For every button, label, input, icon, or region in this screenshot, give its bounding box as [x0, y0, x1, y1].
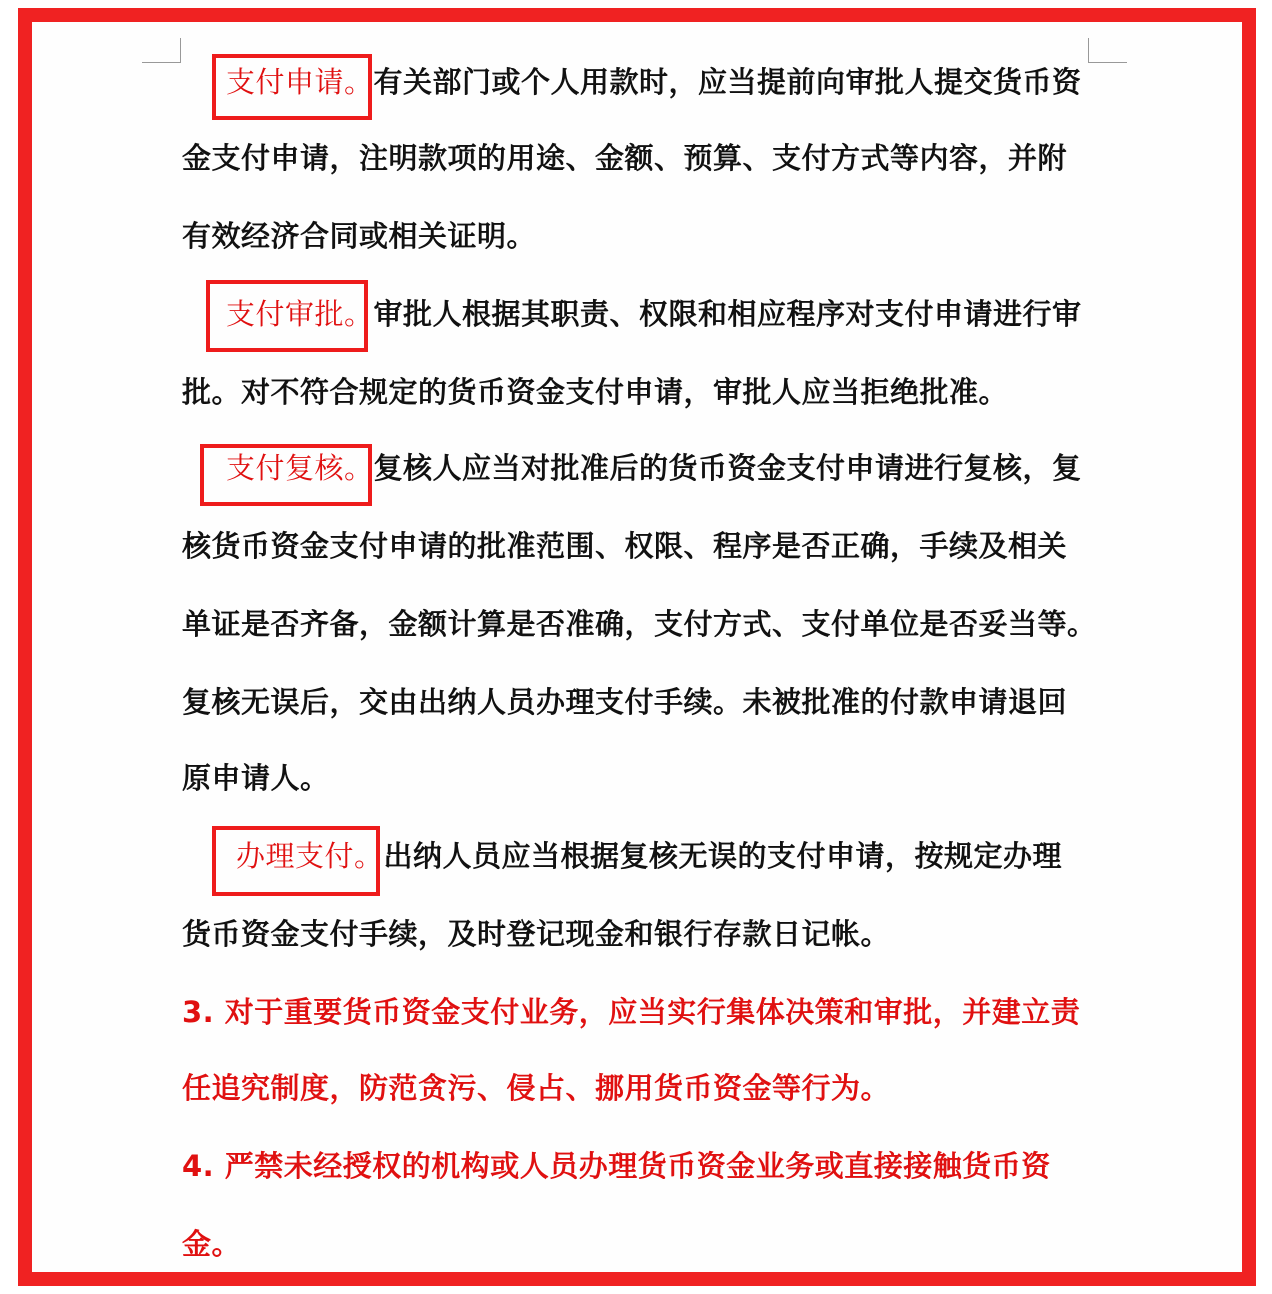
paragraph-line: 复核无误后，交由出纳人员办理支付手续。未被批准的付款申请退回 — [182, 685, 1068, 719]
paragraph-line: 货币资金支付手续，及时登记现金和银行存款日记帐。 — [182, 917, 891, 951]
paragraph-line: 单证是否齐备，金额计算是否准确，支付方式、支付单位是否妥当等。 — [182, 607, 1097, 641]
section-label: 支付复核。 — [226, 451, 374, 485]
item-4-line: 金。 — [182, 1227, 242, 1261]
paragraph-line: 有效经济合同或相关证明。 — [182, 219, 537, 253]
line-text: 审批人根据其职责、权限和相应程序对支付申请进行审 — [373, 297, 1082, 331]
section-label: 支付审批。 — [226, 297, 374, 331]
paragraph-line — [236, 836, 1062, 876]
section-label: 支付申请。 — [226, 65, 374, 99]
line-text: 出纳人员应当根据复核无误的支付申请，按规定办理 — [383, 839, 1063, 873]
line-text: 复核人应当对批准后的货币资金支付申请进行复核，复 — [373, 451, 1082, 485]
section-label: 办理支付。 — [236, 839, 384, 873]
paragraph-line: 原申请人。 — [182, 761, 330, 795]
paragraph-line — [226, 448, 1082, 488]
item-3-line: 3. 对于重要货币资金支付业务，应当实行集体决策和审批，并建立责 — [182, 995, 1081, 1029]
line-text: 有关部门或个人用款时，应当提前向审批人提交货币资 — [373, 65, 1082, 99]
item-3-line: 任追究制度，防范贪污、侵占、挪用货币资金等行为。 — [182, 1071, 891, 1105]
item-4-line: 4. 严禁未经授权的机构或人员办理货币资金业务或直接接触货币资 — [182, 1149, 1051, 1183]
paragraph-line — [226, 294, 1082, 334]
paragraph-line: 金支付申请，注明款项的用途、金额、预算、支付方式等内容，并附 — [182, 141, 1068, 175]
paragraph-line — [226, 62, 1082, 102]
margin-corner-mark — [1088, 38, 1127, 63]
margin-corner-mark — [142, 38, 181, 63]
paragraph-line: 核货币资金支付申请的批准范围、权限、程序是否正确，手续及相关 — [182, 529, 1068, 563]
paragraph-line: 批。对不符合规定的货币资金支付申请，审批人应当拒绝批准。 — [182, 375, 1009, 409]
